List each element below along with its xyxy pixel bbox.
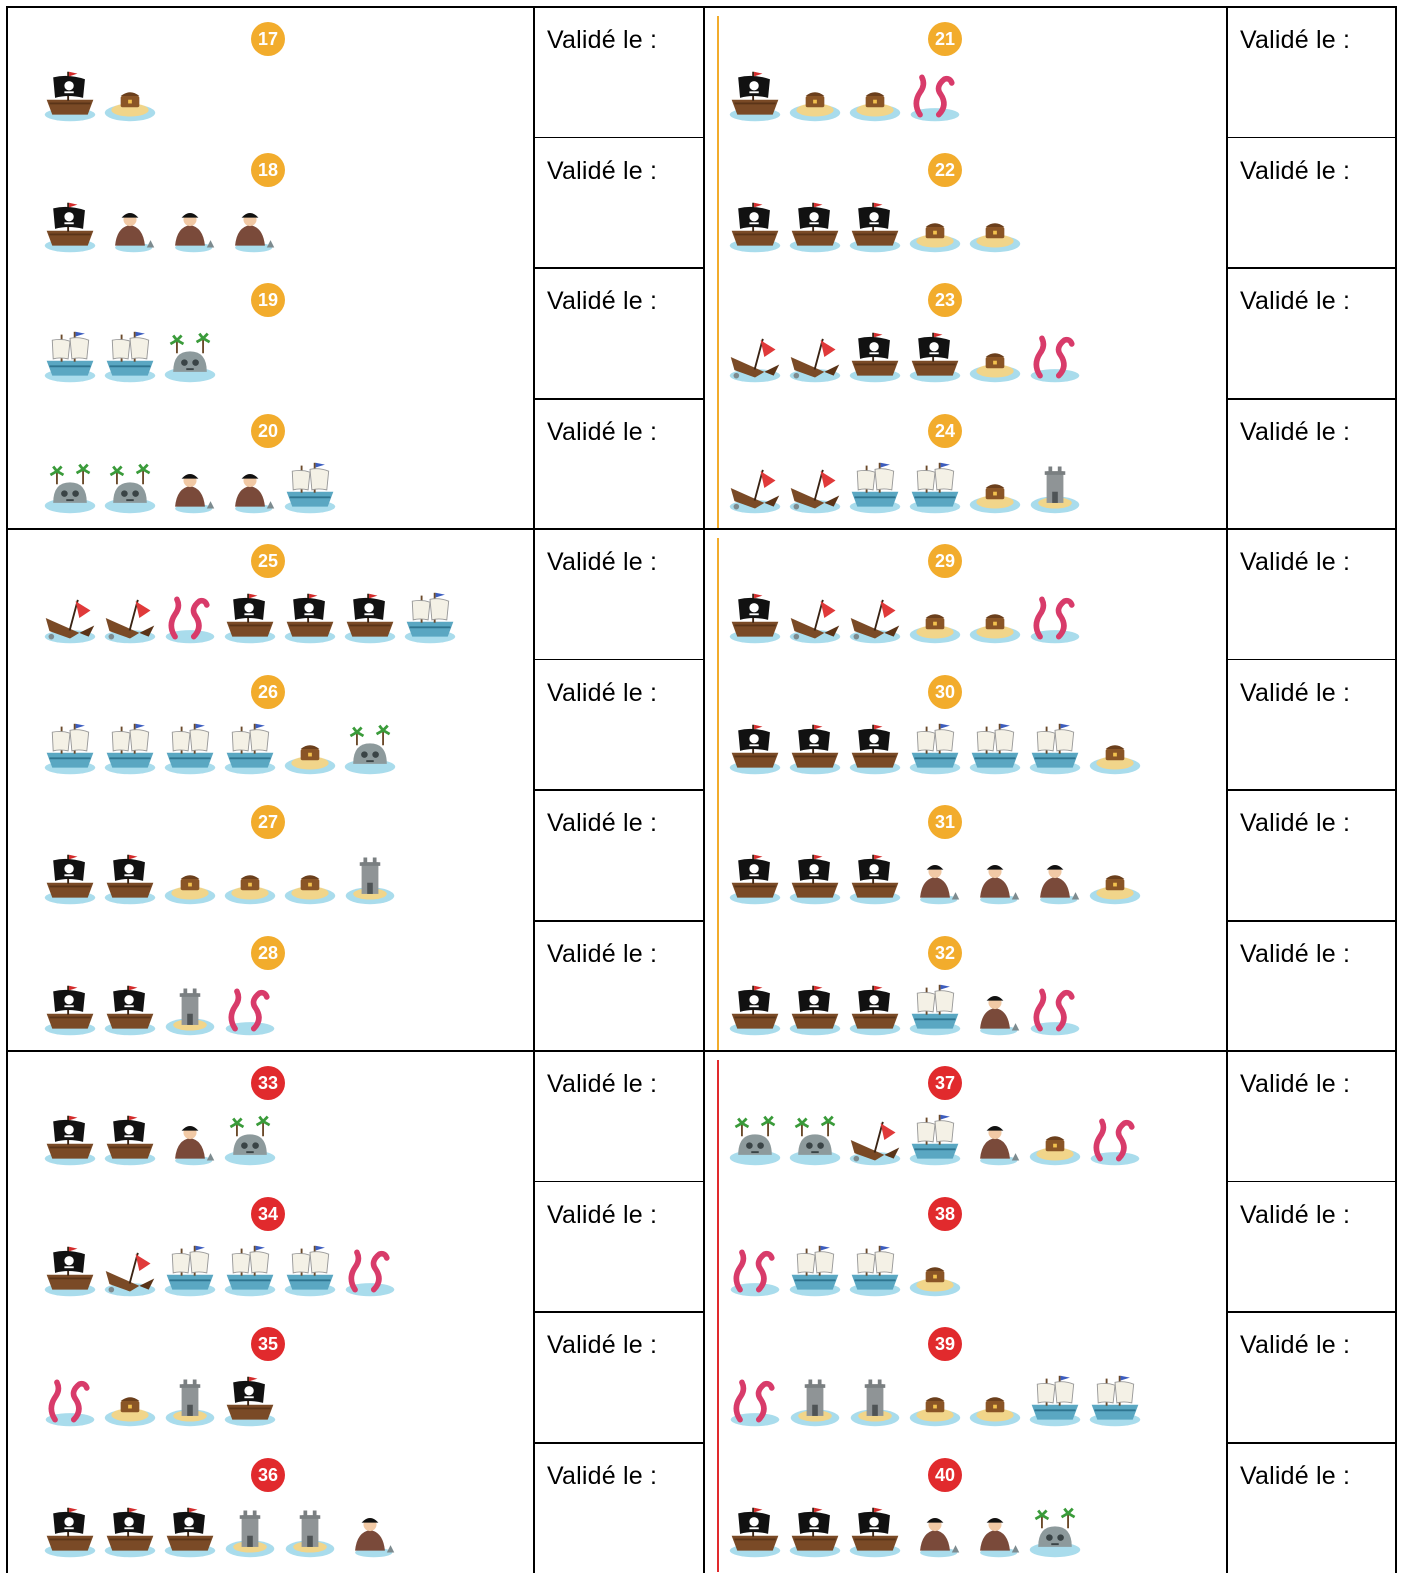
table-horizontal-border [1226,789,1396,791]
galleon-icon [907,460,963,516]
pirate-ship-icon [727,1504,783,1560]
skull-island-icon [102,460,158,516]
challenge-icon-row [727,199,1027,255]
table-horizontal-border [533,137,703,139]
validation-label: Validé le : [1240,1462,1351,1491]
level-number-badge: 22 [928,153,962,187]
validation-label: Validé le : [547,809,658,838]
challenge-icon-row [727,1504,1087,1560]
kraken-icon [1027,329,1083,385]
table-horizontal-border [1226,1311,1396,1313]
challenge-icon-row [727,721,1147,777]
tower-island-icon [342,851,398,907]
level-number-badge: 21 [928,22,962,56]
table-horizontal-border [6,6,1396,8]
pirate-rock-icon [967,851,1023,907]
pirate-rock-icon [907,851,963,907]
validation-label: Validé le : [1240,548,1351,576]
shipwreck-icon [727,329,783,385]
pirate-ship-icon [847,851,903,907]
galleon-icon [967,721,1023,777]
validation-label: Validé le : [547,940,658,969]
challenge-icon-row [727,982,1087,1038]
pirate-ship-icon [282,590,338,646]
pirate-rock-icon [967,982,1023,1038]
validation-label: Validé le : [1240,156,1351,185]
challenge-icon-row [727,68,967,124]
pirate-rock-icon [342,1504,398,1560]
level-number-badge: 31 [928,805,962,839]
pirate-ship-icon [787,721,843,777]
skull-island-icon [162,329,218,385]
table-horizontal-border [533,659,703,661]
table-horizontal-border [533,1442,703,1444]
pirate-ship-icon [787,982,843,1038]
pirate-ship-icon [727,590,783,646]
shipwreck-icon [787,590,843,646]
table-horizontal-border [1226,398,1396,400]
kraken-icon [907,68,963,124]
galleon-icon [907,721,963,777]
level-number-badge: 36 [251,1458,285,1492]
table-vertical-border [703,6,705,1573]
level-number-badge: 37 [928,1066,962,1100]
tower-island-icon [1027,460,1083,516]
level-number-badge: 30 [928,675,962,709]
pirate-rock-icon [162,460,218,516]
galleon-icon [1087,1373,1143,1429]
treasure-island-icon [967,199,1023,255]
level-number-badge: 34 [251,1197,285,1231]
pirate-rock-icon [102,199,158,255]
shipwreck-icon [102,1243,158,1299]
table-horizontal-border [533,1181,703,1183]
kraken-icon [1027,982,1083,1038]
table-horizontal-border [1226,920,1396,922]
pirate-ship-icon [727,68,783,124]
pirate-ship-icon [42,1112,98,1168]
level-number-badge: 40 [928,1458,962,1492]
level-number-badge: 26 [251,675,285,709]
validation-label: Validé le : [1240,1200,1351,1229]
validation-label: Validé le : [1240,809,1351,838]
treasure-island-icon [1027,1112,1083,1168]
level-number-badge: 33 [251,1066,285,1100]
galleon-icon [222,721,278,777]
pirate-rock-icon [162,1112,218,1168]
pirate-ship-icon [102,1112,158,1168]
treasure-island-icon [847,68,903,124]
challenge-icon-row [42,1243,402,1299]
treasure-island-icon [907,590,963,646]
pirate-ship-icon [847,329,903,385]
level-number-badge: 35 [251,1327,285,1361]
validation-label: Validé le : [547,548,658,576]
pirate-rock-icon [162,199,218,255]
galleon-icon [1027,1373,1083,1429]
kraken-icon [162,590,218,646]
pirate-rock-icon [907,1504,963,1560]
kraken-icon [727,1373,783,1429]
page-edge-accent [717,538,719,1050]
treasure-island-icon [102,1373,158,1429]
pirate-ship-icon [847,721,903,777]
validation-label: Validé le : [547,1070,658,1098]
galleon-icon [102,721,158,777]
pirate-rock-icon [967,1504,1023,1560]
galleon-icon [847,460,903,516]
pirate-ship-icon [222,1373,278,1429]
treasure-island-icon [102,68,158,124]
challenge-icon-row [42,460,342,516]
challenge-icon-row [727,590,1087,646]
treasure-island-icon [282,721,338,777]
kraken-icon [42,1373,98,1429]
pirate-rock-icon [222,460,278,516]
level-number-badge: 27 [251,805,285,839]
pirate-ship-icon [847,1504,903,1560]
table-horizontal-border [1226,137,1396,139]
tower-island-icon [222,1504,278,1560]
challenge-icon-row [727,1112,1147,1168]
validation-label: Validé le : [547,26,658,54]
validation-label: Validé le : [1240,1070,1351,1098]
level-number-badge: 38 [928,1197,962,1231]
validation-label: Validé le : [547,156,658,185]
pirate-ship-icon [787,1504,843,1560]
galleon-icon [102,329,158,385]
challenge-icon-row [42,721,402,777]
galleon-icon [42,721,98,777]
level-number-badge: 23 [928,283,962,317]
pirate-ship-icon [787,199,843,255]
galleon-icon [847,1243,903,1299]
treasure-island-icon [1087,851,1143,907]
table-horizontal-border [533,789,703,791]
challenge-icon-row [42,1373,282,1429]
challenge-icon-row [42,1112,282,1168]
skull-island-icon [222,1112,278,1168]
table-horizontal-border [533,267,703,269]
treasure-island-icon [282,851,338,907]
level-number-badge: 18 [251,153,285,187]
pirate-ship-icon [727,851,783,907]
table-horizontal-border [1226,267,1396,269]
galleon-icon [162,721,218,777]
pirate-ship-icon [102,982,158,1038]
challenge-icon-row [727,1373,1147,1429]
level-number-badge: 39 [928,1327,962,1361]
galleon-icon [222,1243,278,1299]
treasure-island-icon [967,329,1023,385]
table-horizontal-border [533,398,703,400]
kraken-icon [1027,590,1083,646]
challenge-icon-row [42,851,402,907]
kraken-icon [222,982,278,1038]
challenge-icon-row [42,329,222,385]
challenge-icon-row [42,199,282,255]
challenge-icon-row [727,1243,967,1299]
level-number-badge: 19 [251,283,285,317]
pirate-ship-icon [787,851,843,907]
level-number-badge: 20 [251,414,285,448]
pirate-ship-icon [42,851,98,907]
pirate-ship-icon [42,1504,98,1560]
validation-label: Validé le : [547,1331,658,1360]
pirate-rock-icon [222,199,278,255]
pirate-ship-icon [162,1504,218,1560]
tower-island-icon [282,1504,338,1560]
galleon-icon [907,982,963,1038]
pirate-ship-icon [847,199,903,255]
validation-label: Validé le : [547,418,658,447]
table-horizontal-border [1226,1442,1396,1444]
pirate-ship-icon [102,851,158,907]
tower-island-icon [162,1373,218,1429]
pirate-ship-icon [727,982,783,1038]
galleon-icon [42,329,98,385]
page-edge-accent [717,1060,719,1572]
pirate-ship-icon [847,982,903,1038]
level-number-badge: 25 [251,544,285,578]
validation-label: Validé le : [547,287,658,316]
kraken-icon [727,1243,783,1299]
tower-island-icon [847,1373,903,1429]
shipwreck-icon [847,1112,903,1168]
kraken-icon [1087,1112,1143,1168]
skull-island-icon [42,460,98,516]
treasure-island-icon [907,1243,963,1299]
skull-island-icon [342,721,398,777]
pirate-ship-icon [342,590,398,646]
challenge-icon-row [42,590,462,646]
galleon-icon [402,590,458,646]
tower-island-icon [787,1373,843,1429]
validation-label: Validé le : [1240,940,1351,969]
shipwreck-icon [787,460,843,516]
challenge-icon-row [727,329,1087,385]
validation-label: Validé le : [1240,1331,1351,1360]
challenge-icon-row [727,460,1087,516]
pirate-rock-icon [967,1112,1023,1168]
treasure-island-icon [967,590,1023,646]
treasure-island-icon [222,851,278,907]
level-number-badge: 32 [928,936,962,970]
table-horizontal-border [1226,1181,1396,1183]
tower-island-icon [162,982,218,1038]
treasure-island-icon [1087,721,1143,777]
table-horizontal-border [6,528,1396,530]
level-number-badge: 29 [928,544,962,578]
pirate-rock-icon [1027,851,1083,907]
pirate-ship-icon [727,199,783,255]
pirate-ship-icon [42,1243,98,1299]
treasure-island-icon [967,460,1023,516]
treasure-island-icon [787,68,843,124]
treasure-island-icon [907,199,963,255]
level-number-badge: 28 [251,936,285,970]
galleon-icon [1027,721,1083,777]
skull-island-icon [787,1112,843,1168]
page-edge-accent [717,16,719,528]
pirate-ship-icon [42,982,98,1038]
pirate-ship-icon [222,590,278,646]
challenge-icon-row [727,851,1147,907]
validation-label: Validé le : [1240,287,1351,316]
table-horizontal-border [533,920,703,922]
challenge-icon-row [42,982,282,1038]
galleon-icon [282,1243,338,1299]
galleon-icon [162,1243,218,1299]
challenge-icon-row [42,1504,402,1560]
validation-label: Validé le : [547,1200,658,1229]
shipwreck-icon [102,590,158,646]
treasure-island-icon [162,851,218,907]
table-horizontal-border [1226,659,1396,661]
challenge-icon-row [42,68,162,124]
shipwreck-icon [727,460,783,516]
galleon-icon [282,460,338,516]
skull-island-icon [1027,1504,1083,1560]
shipwreck-icon [787,329,843,385]
pirate-ship-icon [727,721,783,777]
galleon-icon [787,1243,843,1299]
validation-label: Validé le : [1240,678,1351,707]
skull-island-icon [727,1112,783,1168]
kraken-icon [342,1243,398,1299]
pirate-ship-icon [42,68,98,124]
shipwreck-icon [42,590,98,646]
galleon-icon [907,1112,963,1168]
shipwreck-icon [847,590,903,646]
level-number-badge: 24 [928,414,962,448]
treasure-island-icon [907,1373,963,1429]
validation-label: Validé le : [547,1462,658,1491]
treasure-island-icon [967,1373,1023,1429]
validation-label: Validé le : [1240,418,1351,447]
table-horizontal-border [533,1311,703,1313]
validation-label: Validé le : [1240,26,1351,54]
pirate-ship-icon [42,199,98,255]
validation-label: Validé le : [547,678,658,707]
pirate-ship-icon [907,329,963,385]
table-vertical-border [6,6,8,1573]
level-number-badge: 17 [251,22,285,56]
pirate-ship-icon [102,1504,158,1560]
table-horizontal-border [6,1050,1396,1052]
